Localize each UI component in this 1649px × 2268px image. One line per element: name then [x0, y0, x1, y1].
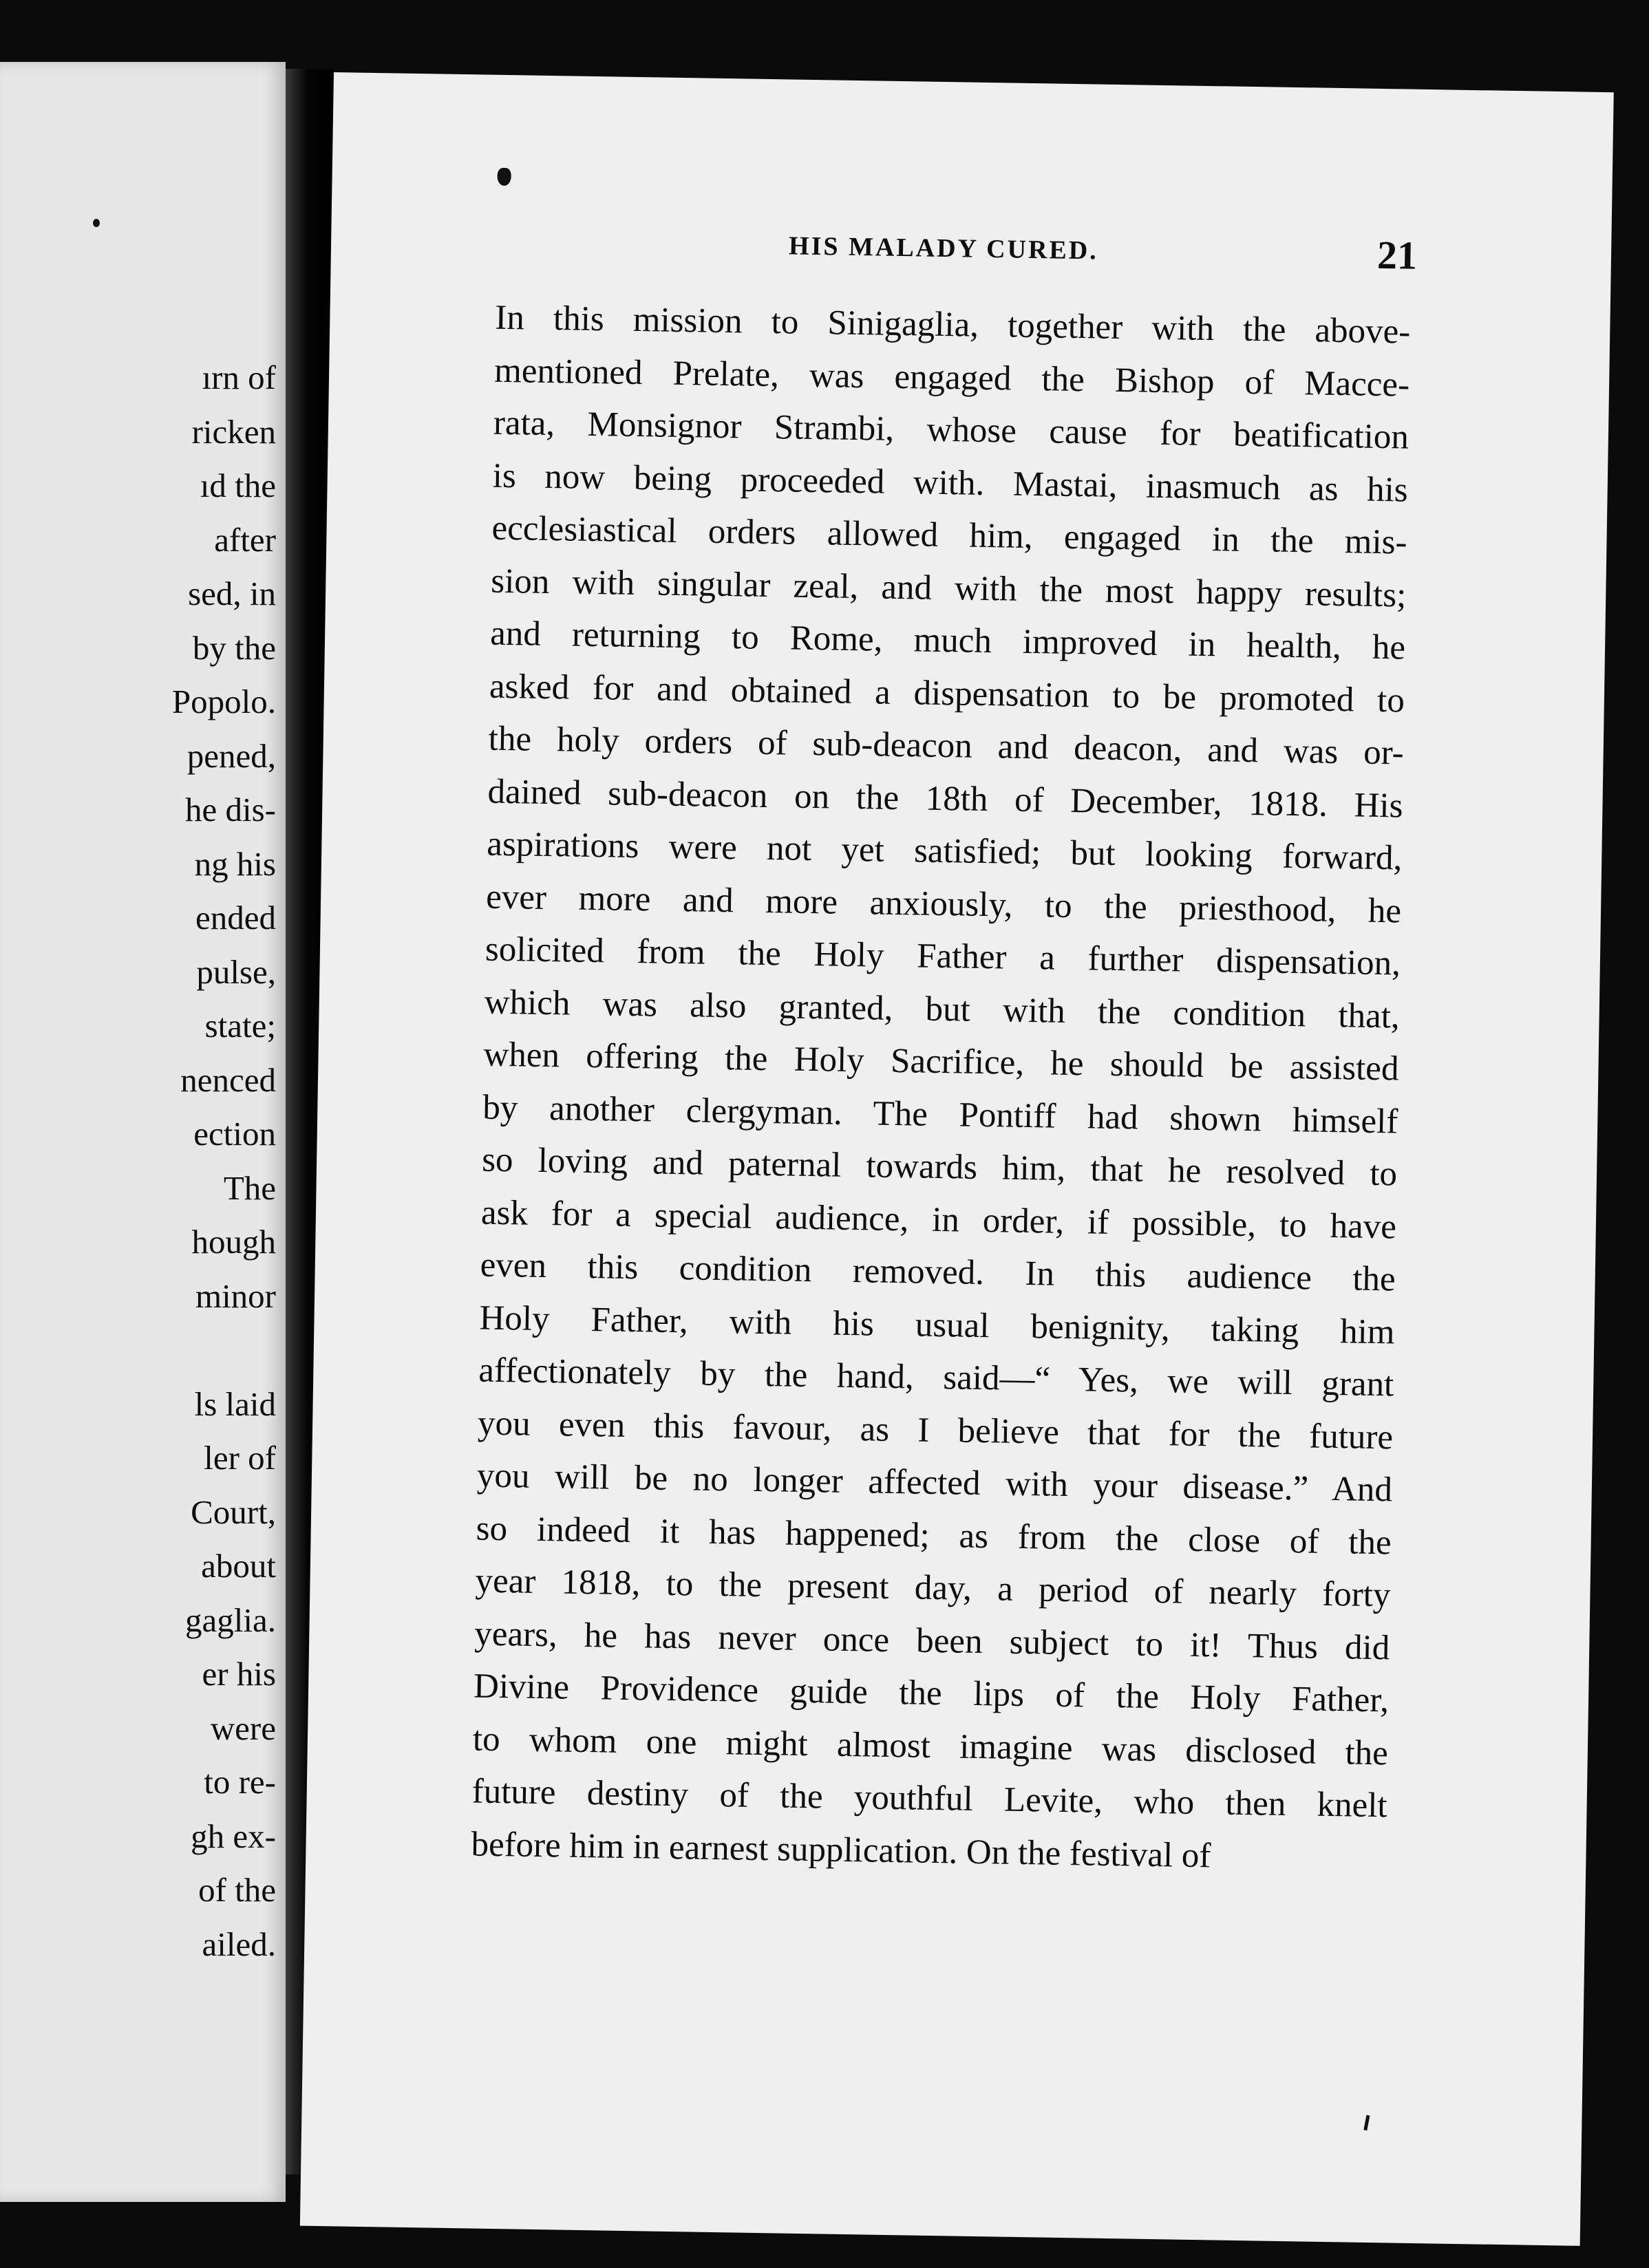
left-text-line: gaglia. [185, 1601, 276, 1639]
text-line: ecclesiastical orders allowed him, engaged in the mis- [491, 509, 1407, 562]
left-text-line: ng his [194, 844, 276, 883]
text-line: the holy orders of sub-deacon and deacon, and was or- [488, 719, 1405, 773]
left-text-line: ended [195, 899, 276, 937]
page-number: 21 [1376, 232, 1418, 278]
left-text-line: by the [192, 628, 276, 667]
left-text-line: nenced [180, 1060, 276, 1099]
left-text-line: ailed. [202, 1925, 276, 1963]
text-line: rata, Monsignor Strambi, whose cause for beatification [493, 403, 1409, 457]
text-line: mentioned Prelate, was engaged the Bishop of Macce- [493, 351, 1410, 405]
text-line: you even this favour, as I believe that for the future [477, 1404, 1394, 1457]
text-line: and returning to Rome, much improved in health, he [489, 614, 1406, 667]
text-line: Holy Father, with his usual benignity, taking him [479, 1298, 1395, 1351]
body-text [471, 292, 1411, 1885]
left-text-line: Court, [191, 1493, 276, 1531]
left-text-line: after [214, 520, 276, 559]
left-text-line: hough [191, 1223, 276, 1261]
text-line: dained sub-deacon on the 18th of December, 1818. His [487, 772, 1403, 826]
left-text-line: ler of [204, 1439, 276, 1477]
left-text-line: ıd the [200, 467, 276, 504]
text-line: future destiny of the youthful Levite, who then knelt [471, 1772, 1388, 1826]
left-text-line: state; [204, 1007, 276, 1045]
left-text-line: pened, [187, 736, 276, 775]
left-text-line: sed, in [188, 575, 276, 612]
left-text-line: minor [195, 1276, 276, 1315]
text-line: which was also granted, but with the condition that, [484, 983, 1401, 1036]
text-line: ever more and more anxiously, to the priesthood, he [485, 877, 1402, 931]
left-text-line: ection [193, 1115, 276, 1153]
right-page [300, 72, 1614, 2246]
running-head: HIS MALADY CURED. [788, 231, 1099, 266]
text-line: year 1818, to the present day, a period of nearly forty [475, 1561, 1391, 1615]
ink-mark [1363, 2115, 1370, 2131]
left-facing-page [0, 62, 286, 2202]
left-text-line: ls laid [194, 1384, 276, 1423]
text-line: even this condition removed. In this audience the [480, 1245, 1396, 1299]
text-line: so loving and paternal towards him, that he resolved to [481, 1140, 1398, 1194]
text-line: before him in earnest supplication. On the festival of [471, 1824, 1211, 1875]
text-line: you will be no longer affected with your disease.” And [476, 1456, 1393, 1510]
left-text-line: he dis- [185, 791, 276, 828]
left-text-line: to re- [204, 1763, 276, 1801]
left-page-text [172, 351, 276, 1971]
left-text-line: about [201, 1547, 276, 1585]
left-text-line: ricken [191, 412, 276, 451]
left-text-line: were [210, 1709, 276, 1747]
text-line: aspirations were not yet satisfied; but looking forward, [486, 824, 1403, 878]
text-line: to whom one might almost imagine was disclosed the [472, 1719, 1389, 1773]
text-line: by another clergyman. The Pontiff had shown himself [482, 1088, 1398, 1141]
left-text-line: pulse, [196, 952, 276, 991]
ink-blot [497, 168, 511, 186]
left-text-line: ırn of [202, 359, 276, 396]
left-text-line: er his [202, 1655, 276, 1693]
text-line: asked for and obtained a dispensation to be promoted to [489, 667, 1405, 720]
text-line: Divine Providence guide the lips of the Holy Father, [473, 1667, 1390, 1720]
left-text-line: gh ex- [191, 1817, 276, 1855]
text-line: ask for a special audience, in order, if possible, to have [480, 1193, 1397, 1246]
text-line: sion with singular zeal, and with the most happy results; [490, 561, 1407, 615]
left-text-line: The [223, 1168, 276, 1207]
left-text-line: of the [198, 1871, 276, 1909]
text-line: affectionately by the hand, said—“ Yes, we will grant [478, 1351, 1394, 1404]
text-line: In this mission to Sinigaglia, together with the above- [494, 298, 1411, 352]
text-line: when offering the Holy Sacrifice, he should be assisted [483, 1035, 1399, 1089]
ink-speck [93, 219, 100, 227]
text-line: is now being proceeded with. Mastai, inasmuch as his [492, 456, 1409, 510]
text-line: so indeed it has happened; as from the close of the [476, 1509, 1392, 1562]
text-line: years, he has never once been subject to it! Thus did [474, 1614, 1390, 1667]
left-text-line [172, 1323, 276, 1378]
left-text-line: Popolo. [171, 683, 276, 720]
text-line: solicited from the Holy Father a further dispensation, [485, 930, 1401, 983]
